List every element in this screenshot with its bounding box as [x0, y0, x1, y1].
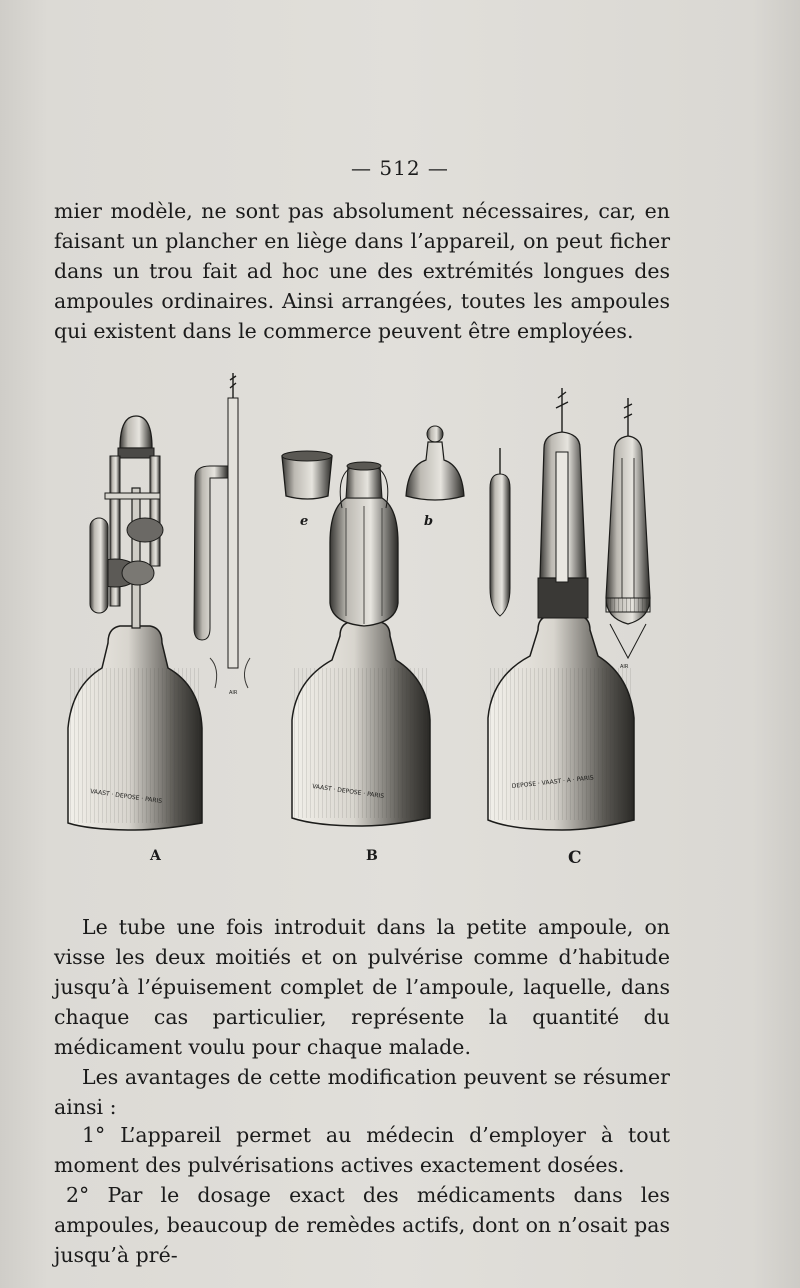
apparatus-b [292, 462, 430, 826]
tube-air-mark-a: AIR [229, 690, 238, 696]
bottle-a-stamp: VAAST · DEPOSE · PARIS [89, 788, 163, 806]
paragraph-intro: mier modèle, ne sont pas absolument nécessaires, car, en faisant un plancher en liège dans l’appareil, on peut ficher dans un trou fait ad hoc une des extrémités longues des ampoules ordinaires. Ainsi arrangées, toutes les ampoules qui existent dans le commerce peuvent être employées. [54, 199, 670, 343]
figure-label-a: A [150, 848, 161, 864]
page-number: — 512 — [351, 156, 449, 180]
apparatus-figure [50, 368, 670, 888]
apparatus-a [68, 373, 250, 830]
figure-label-c: C [568, 848, 582, 868]
bottle-b-stamp: VAAST · DEPOSE · PARIS [311, 783, 385, 801]
detached-cap-e [282, 451, 332, 499]
apparatus-c [488, 388, 650, 830]
bottle-c-stamp: DEPOSE · VAAST · A · PARIS [511, 774, 595, 790]
paragraph-advantage-1: 1° L’appareil permet au médecin d’employer à tout moment des pulvérisations actives exactement dosées. [54, 1123, 670, 1177]
tube-air-mark-c: AIR [620, 664, 629, 670]
paragraph-advantage-2: 2° Par le dosage exact des médicaments dans les ampoules, beaucoup de remèdes actifs, dont on n’osait pas jusqu’à pré- [54, 1183, 670, 1267]
figure-label-b-small: b [424, 514, 434, 529]
figure-label-b: B [366, 848, 378, 864]
detached-bell-b [406, 426, 464, 500]
paragraph-tube-usage: Le tube une fois introduit dans la petite ampoule, on visse les deux moitiés et on pulvérise comme d’habitude jusqu’à l’épuisement complet de l’ampoule, laquelle, dans chaque cas particulier, représente la quantité du médicament voulu pour chaque malade. [54, 915, 670, 1059]
paragraph-advantages-intro: Les avantages de cette modification peuvent se résumer ainsi : [54, 1065, 670, 1119]
apparatus-illustration [50, 368, 670, 888]
figure-label-e: e [300, 514, 309, 529]
